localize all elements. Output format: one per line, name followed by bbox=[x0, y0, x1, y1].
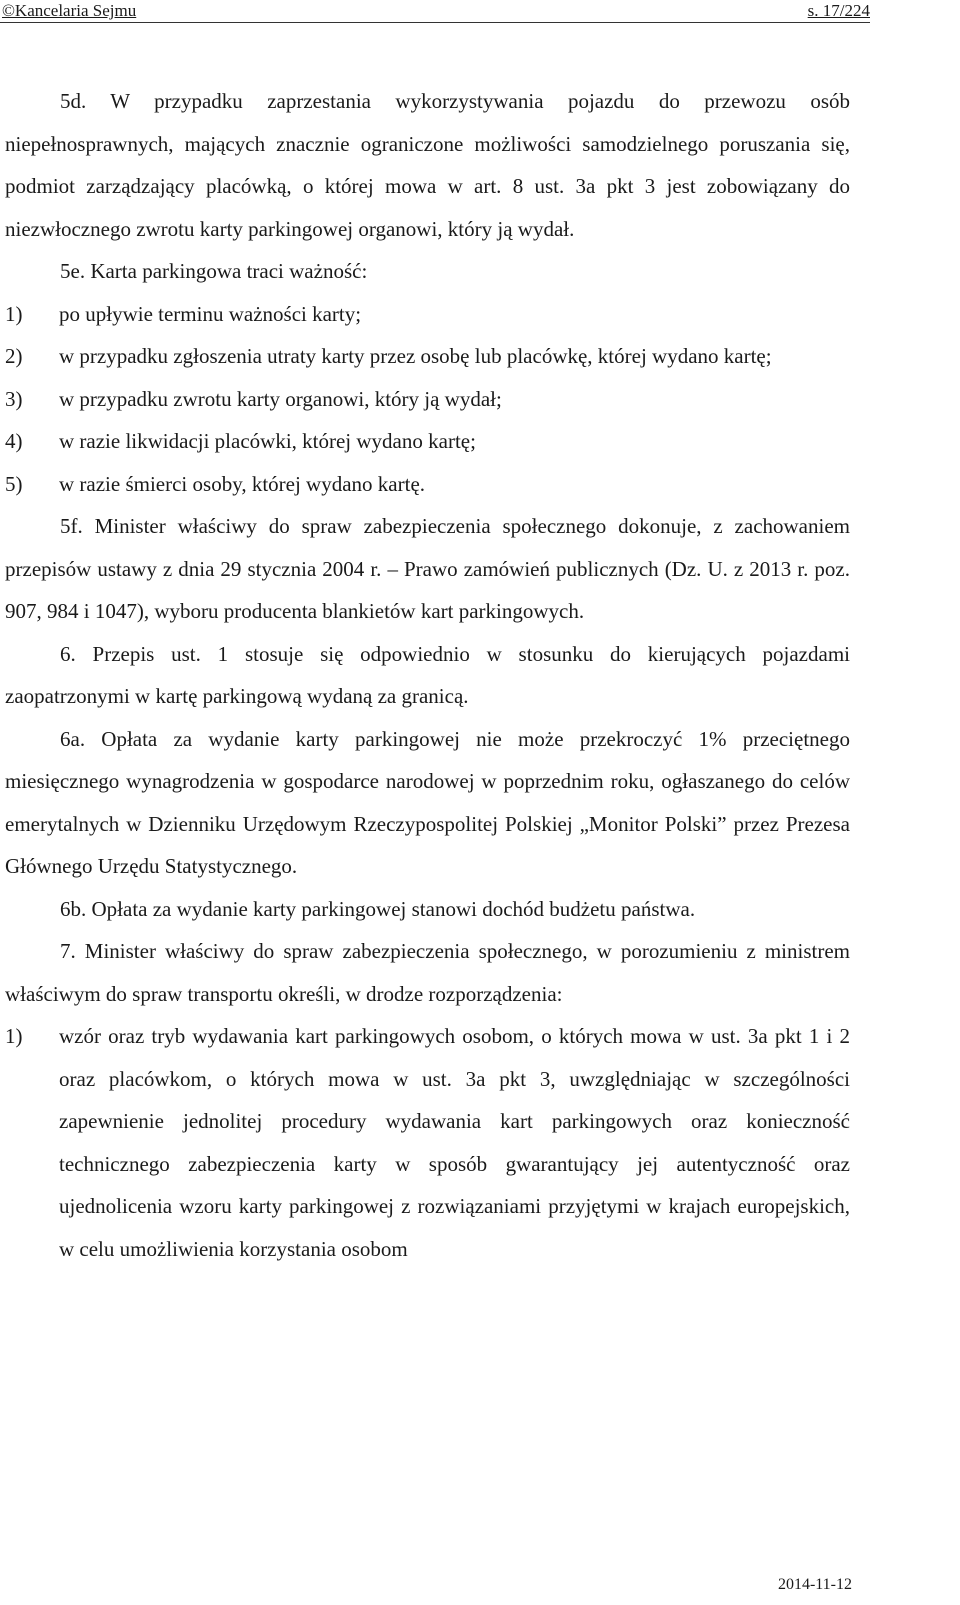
footer-date: 2014-11-12 bbox=[777, 1576, 852, 1593]
paragraph-7: 7. Minister właściwy do spraw zabezpieczenia społecznego, w porozumieniu z ministrem właściwym do spraw transportu określi, w drodze rozporządzenia: bbox=[5, 939, 850, 1006]
copyright-link[interactable]: ©Kancelaria Sejmu bbox=[2, 1, 137, 20]
page-number-link[interactable]: s. 17/224 bbox=[807, 1, 870, 20]
list-item-text: w razie likwidacji placówki, której wydano kartę; bbox=[59, 429, 476, 453]
paragraph-5f: 5f. Minister właściwy do spraw zabezpieczenia społecznego dokonuje, z zachowaniem przepisów ustawy z dnia 29 stycznia 2004 r. – Prawo zamówień publicznych (Dz. U. z 2013 r. poz. 907, 984 i 1047), wyboru producenta blankietów kart parkingowych. bbox=[5, 514, 850, 623]
list-item bbox=[5, 335, 850, 378]
paragraph-6: 6. Przepis ust. 1 stosuje się odpowiednio w stosunku do kierujących pojazdami zaopatrzonymi w kartę parkingową wydaną za granicą. bbox=[5, 641, 850, 708]
paragraph-6a: 6a. Opłata za wydanie karty parkingowej nie może przekroczyć 1% przeciętnego miesięcznego wynagrodzenia w gospodarce narodowej w poprzednim roku, ogłaszanego do celów emerytalnych w Dzienniku Urzędowym Rzeczypospolitej Polskiej „Monitor Polski” przez Prezesa Głównego Urzędu Statystycznego. bbox=[5, 726, 850, 878]
paragraph-5e: 5e. Karta parkingowa traci ważność: bbox=[60, 259, 368, 283]
list-item bbox=[5, 293, 850, 336]
list-item bbox=[5, 420, 850, 463]
list-item-number: 3) bbox=[5, 386, 23, 411]
list-item bbox=[5, 463, 850, 506]
list-item-text: wzór oraz tryb wydawania kart parkingowych osobom, o których mowa w ust. 3a pkt 1 i 2 oraz placówkom, o których mowa w ust. 3a pkt 3, uwzględniając w szczególności zapewnienie jednolitej procedury wydawania kart parkingowych oraz konieczność technicznego zabezpieczenia karty w sposób gwarantujący jej autentyczność oraz ujednolicenia wzoru karty parkingowej z rozwiązaniami przyjętymi w krajach europejskich, w celu umożliwienia korzystania osobom bbox=[59, 1024, 850, 1261]
list-item-text: w przypadku zgłoszenia utraty karty przez osobę lub placówkę, której wydano kartę; bbox=[59, 344, 772, 368]
header-divider bbox=[0, 22, 870, 23]
paragraph-6b: 6b. Opłata za wydanie karty parkingowej stanowi dochód budżetu państwa. bbox=[60, 896, 696, 921]
list-item-number: 1) bbox=[5, 301, 23, 326]
page-header bbox=[0, 0, 870, 22]
document-body bbox=[5, 80, 850, 1270]
list-item-number: 4) bbox=[5, 429, 23, 453]
list-item-text: w razie śmierci osoby, której wydano kartę. bbox=[59, 471, 426, 496]
list-item-number: 5) bbox=[5, 471, 23, 496]
list-item-number: 2) bbox=[5, 344, 23, 368]
list-item-text: po upływie terminu ważności karty; bbox=[59, 301, 362, 326]
list-item-number: 1) bbox=[5, 1024, 23, 1048]
list-item bbox=[5, 378, 850, 421]
list-item bbox=[5, 1015, 850, 1270]
list-item-text: w przypadku zwrotu karty organowi, który ją wydał; bbox=[59, 386, 502, 411]
paragraph-5d: 5d. W przypadku zaprzestania wykorzystywania pojazdu do przewozu osób niepełnosprawnych, mających znacznie ograniczone możliwości samodzielnego poruszania się, podmiot zarządzający placówką, o której mowa w art. 8 ust. 3a pkt 3 jest zobowiązany do niezwłocznego zwrotu karty parkingowej organowi, który ją wydał. bbox=[5, 89, 850, 241]
